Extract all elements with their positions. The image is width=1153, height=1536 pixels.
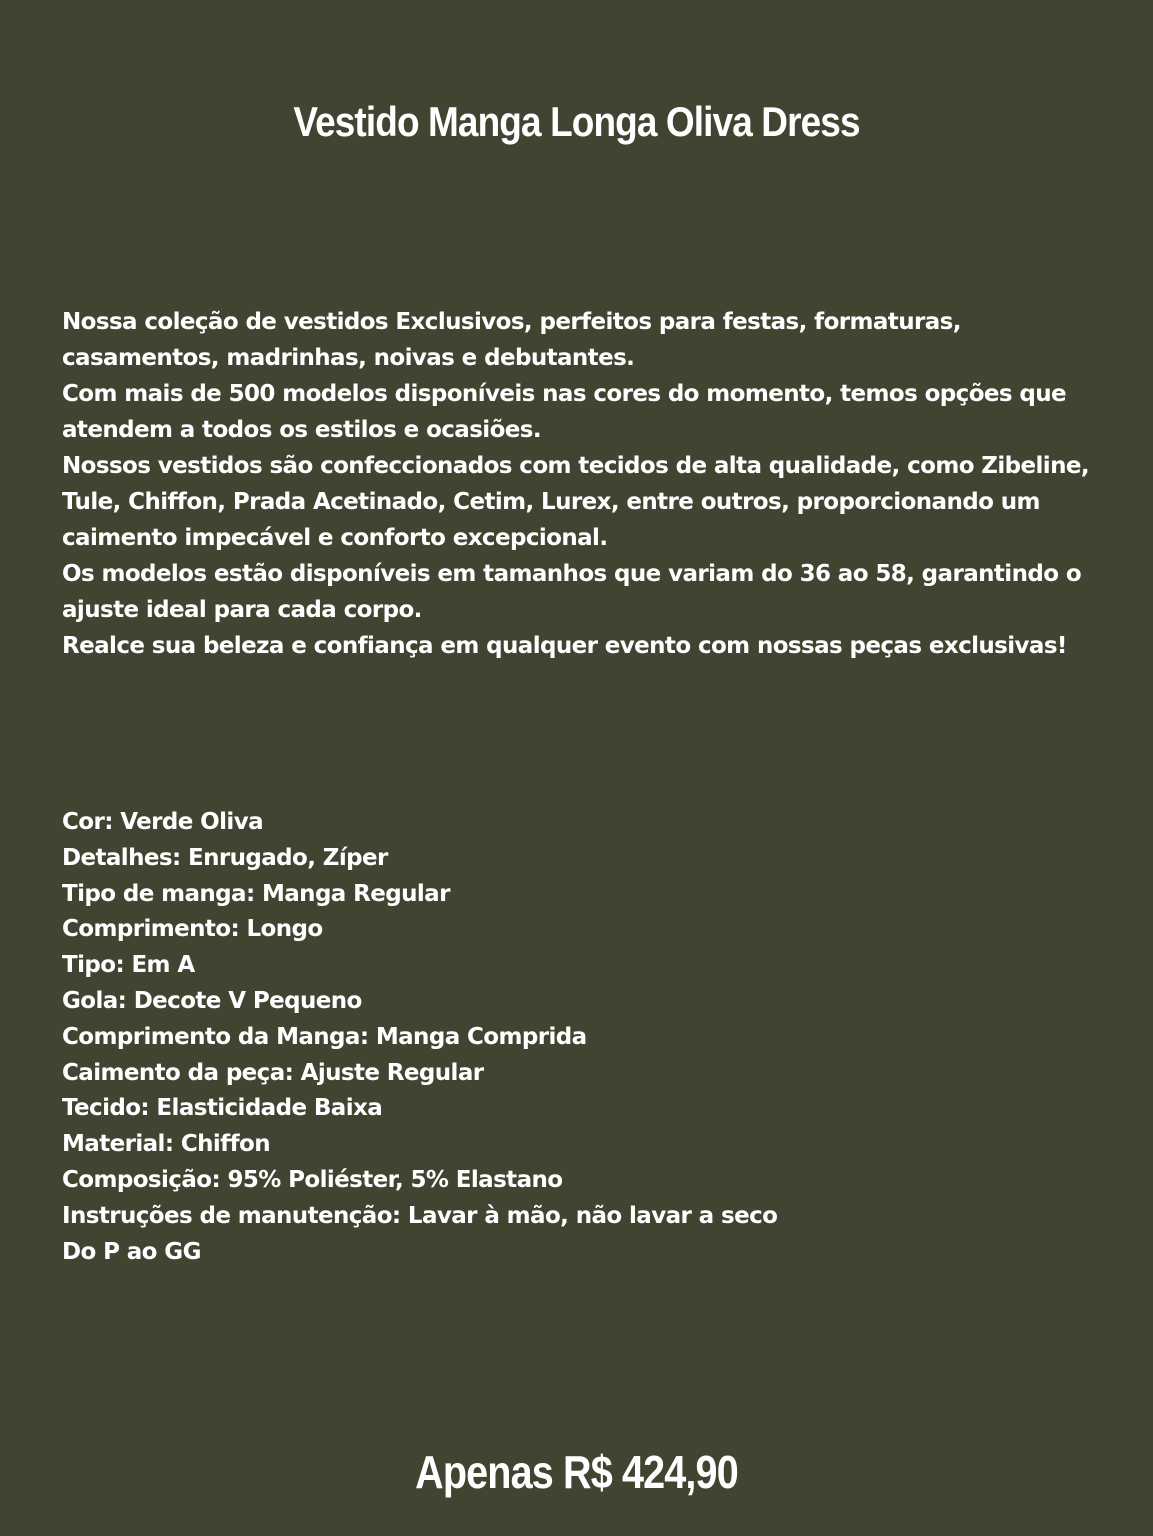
description-paragraph: Nossos vestidos são confeccionados com tecidos de alta qualidade, como Zibeline, Tule, Chiffon, Prada Acetinado, Cetim, Lurex, entre outros, proporcionando um caimento impecável e conforto excepcional.: [62, 453, 1090, 551]
spec-item: Tecido: Elasticidade Baixa: [62, 1095, 383, 1122]
spec-item: Gola: Decote V Pequeno: [62, 987, 362, 1014]
spec-item: Material: Chiffon: [62, 1131, 270, 1158]
spec-item: Detalhes: Enrugado, Zíper: [62, 844, 388, 871]
product-specs-list: [62, 805, 1112, 1270]
description-paragraph: Nossa coleção de vestidos Exclusivos, perfeitos para festas, formaturas, casamentos, madrinhas, noivas e debutantes.: [62, 309, 961, 371]
spec-item: Tipo de manga: Manga Regular: [62, 880, 450, 907]
spec-item: Tipo: Em A: [62, 952, 195, 979]
description-paragraph: Com mais de 500 modelos disponíveis nas cores do momento, temos opções que atendem a todos os estilos e ocasiões.: [62, 381, 1067, 443]
spec-item: Comprimento da Manga: Manga Comprida: [62, 1023, 587, 1050]
product-price: Apenas R$ 424,90: [415, 1446, 738, 1498]
product-title: Vestido Manga Longa Oliva Dress: [293, 98, 860, 145]
product-description: [62, 304, 1112, 664]
spec-item: Comprimento: Longo: [62, 916, 323, 943]
description-paragraph: Os modelos estão disponíveis em tamanhos que variam do 36 ao 58, garantindo o ajuste ideal para cada corpo.: [62, 561, 1082, 623]
spec-item: Composição: 95% Poliéster, 5% Elastano: [62, 1166, 563, 1193]
spec-item: Cor: Verde Oliva: [62, 809, 264, 835]
spec-item: Do P ao GG: [62, 1238, 201, 1265]
spec-item: Caimento da peça: Ajuste Regular: [62, 1059, 484, 1086]
spec-item: Instruções de manutenção: Lavar à mão, não lavar a seco: [62, 1202, 778, 1229]
description-paragraph: Realce sua beleza e confiança em qualquer evento com nossas peças exclusivas!: [62, 633, 1067, 659]
